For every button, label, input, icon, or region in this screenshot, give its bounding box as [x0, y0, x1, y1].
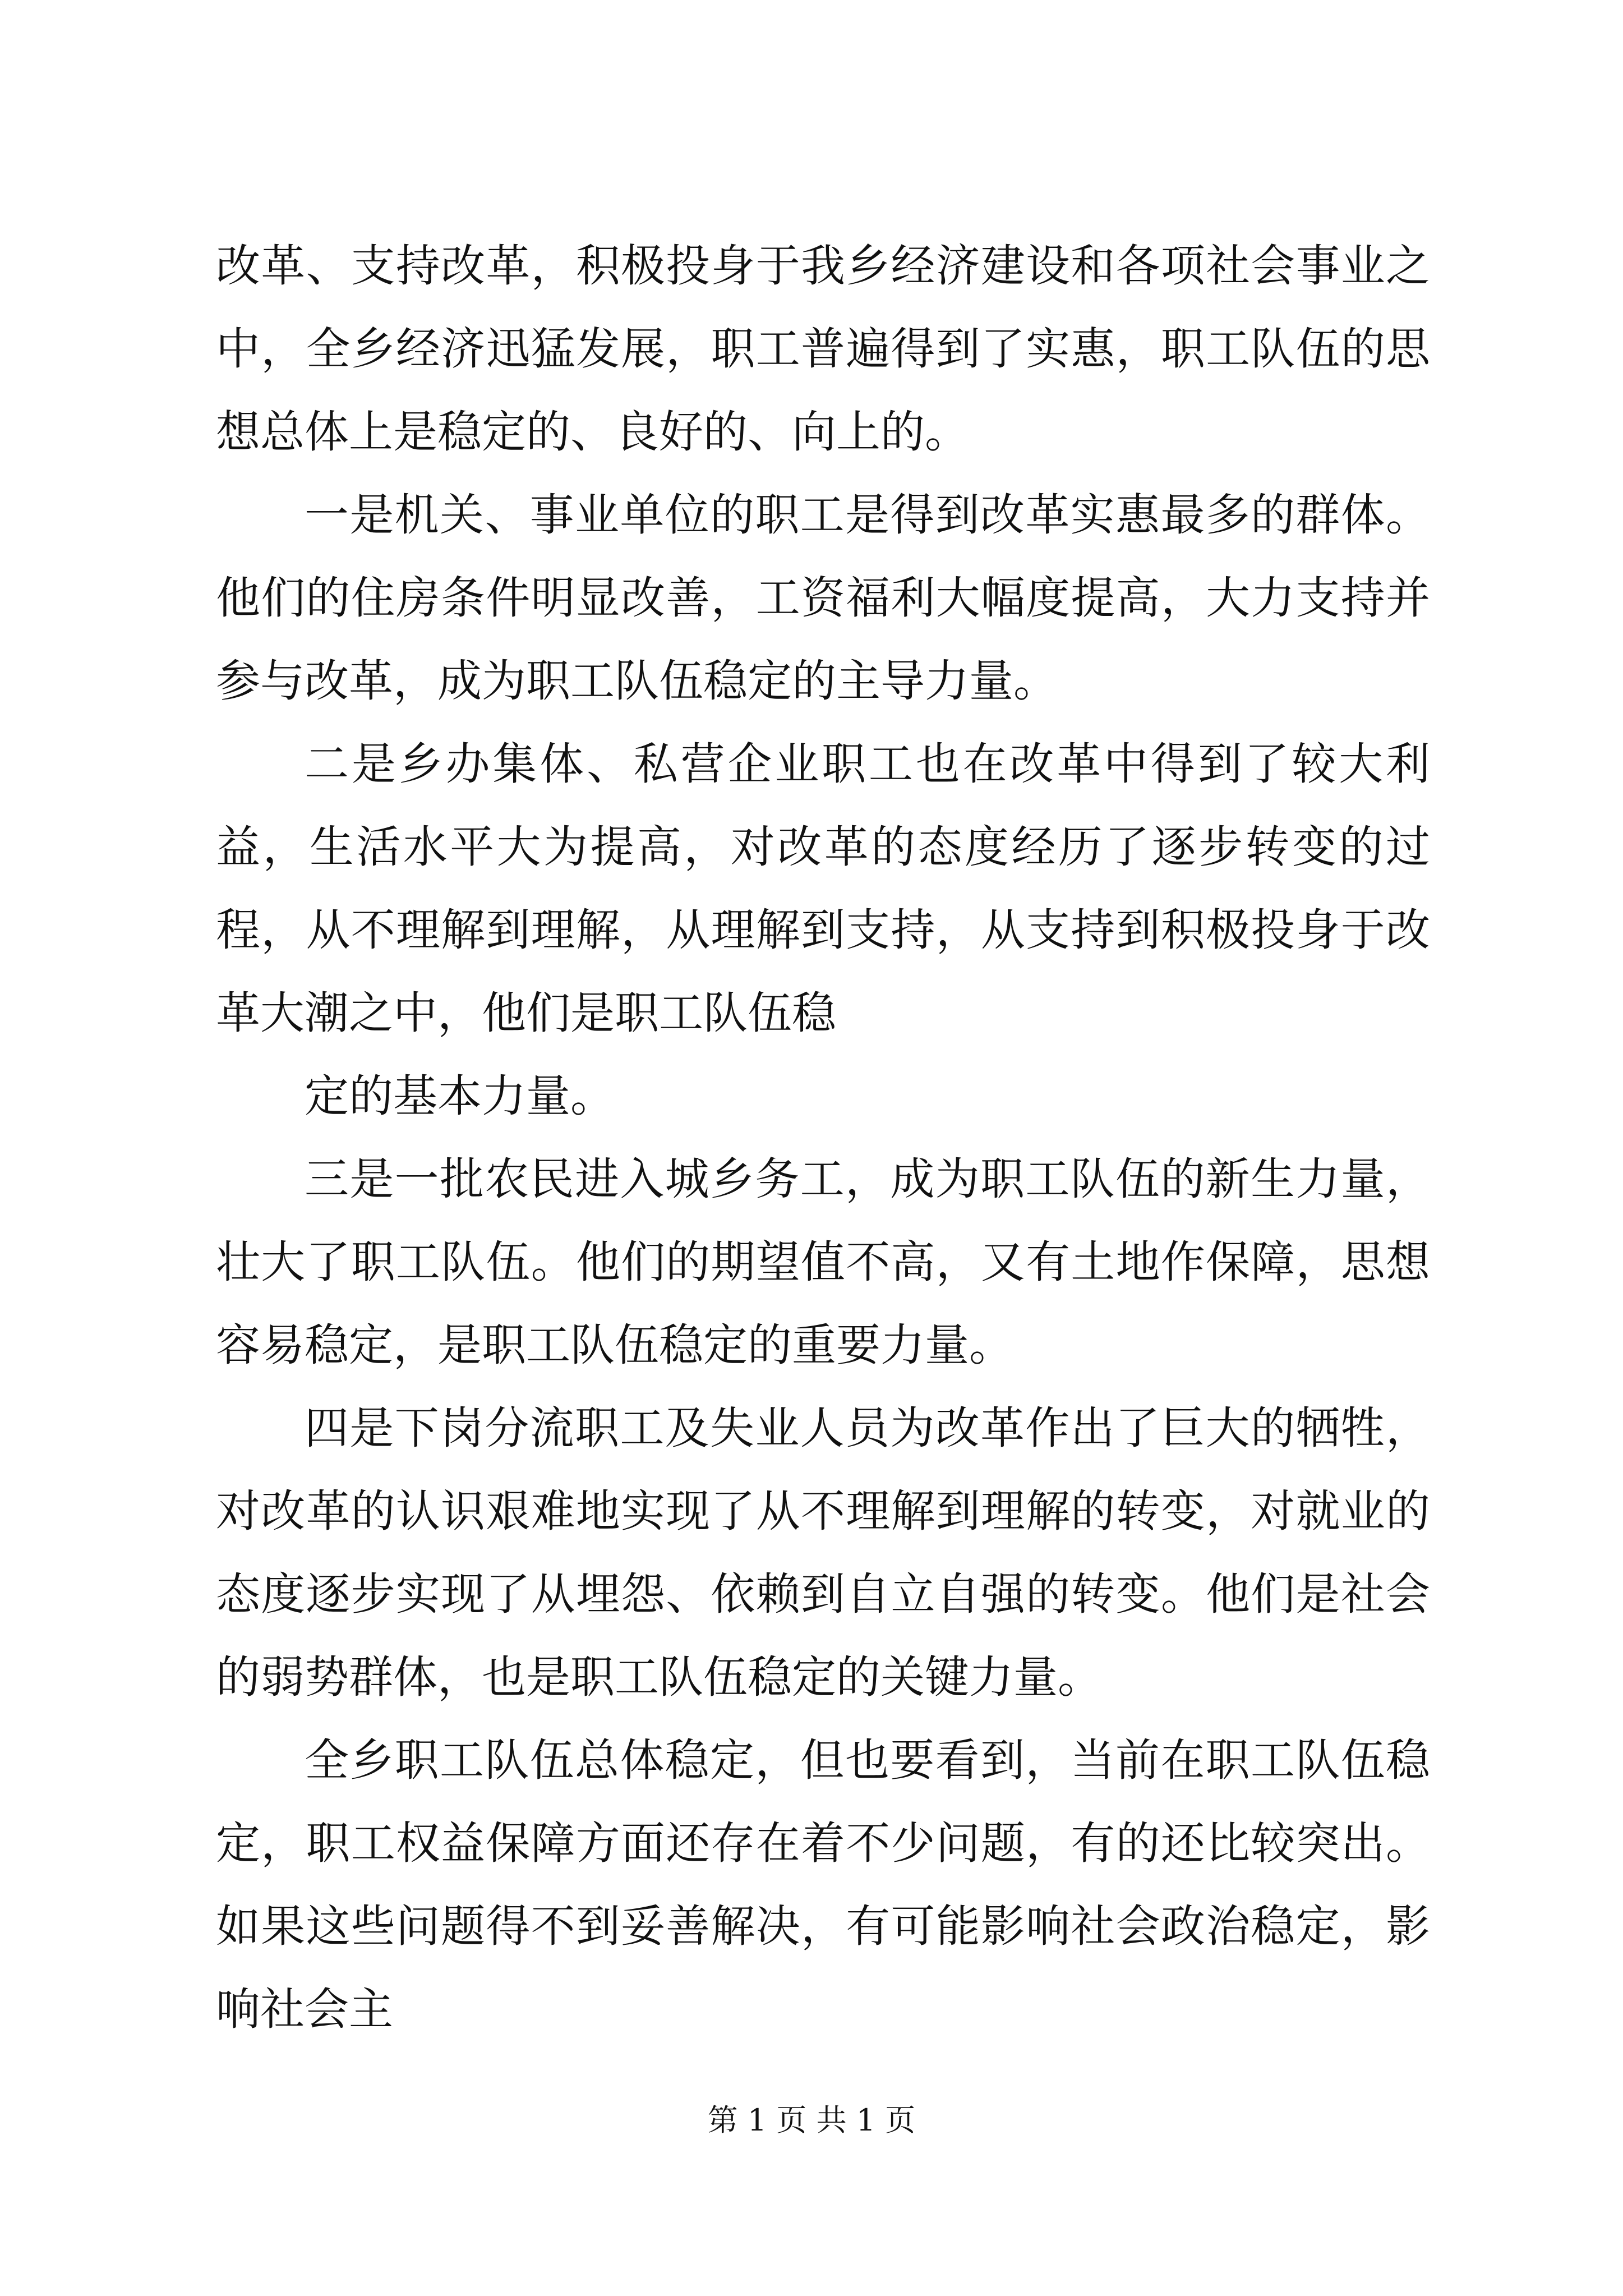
page-footer: [0, 2101, 1623, 2140]
paragraph-summary: 全乡职工队伍总体稳定，但也要看到，当前在职工队伍稳定，职工权益保障方面还存在着不少问题，有的还比较突出。如果这些问题得不到妥善解决，有可能影响社会政治稳定，影响社会主: [216, 1734, 1430, 2035]
paragraph-point-three: 三是一批农民进入城乡务工，成为职工队伍的新生力量，壮大了职工队伍。他们的期望值不高，又有土地作保障，思想容易稳定，是职工队伍稳定的重要力量。: [216, 1153, 1430, 1371]
paragraph-point-two-tail: 定的基本力量。: [305, 1070, 615, 1122]
page-number-label: 第 1 页 共 1 页: [707, 2102, 916, 2138]
paragraph-point-four: 四是下岗分流职工及失业人员为改革作出了巨大的牺牲，对改革的认识艰难地实现了从不理解到理解的转变，对就业的态度逐步实现了从埋怨、依赖到自立自强的转变。他们是社会的弱势群体，也是职工队伍稳定的关键力量。: [216, 1402, 1430, 1703]
document-body: [216, 224, 1430, 2051]
paragraph-continuation: 改革、支持改革，积极投身于我乡经济建设和各项社会事业之中，全乡经济迅猛发展，职工普遍得到了实惠，职工队伍的思想总体上是稳定的、良好的、向上的。: [216, 240, 1430, 458]
paragraph-point-one: 一是机关、事业单位的职工是得到改革实惠最多的群体。他们的住房条件明显改善，工资福利大幅度提高，大力支持并参与改革，成为职工队伍稳定的主导力量。: [216, 489, 1430, 707]
paragraph-point-two: 二是乡办集体、私营企业职工也在改革中得到了较大利益，生活水平大为提高，对改革的态度经历了逐步转变的过程，从不理解到理解，从理解到支持，从支持到积极投身于改革大潮之中，他们是职工队伍稳: [216, 738, 1430, 1039]
